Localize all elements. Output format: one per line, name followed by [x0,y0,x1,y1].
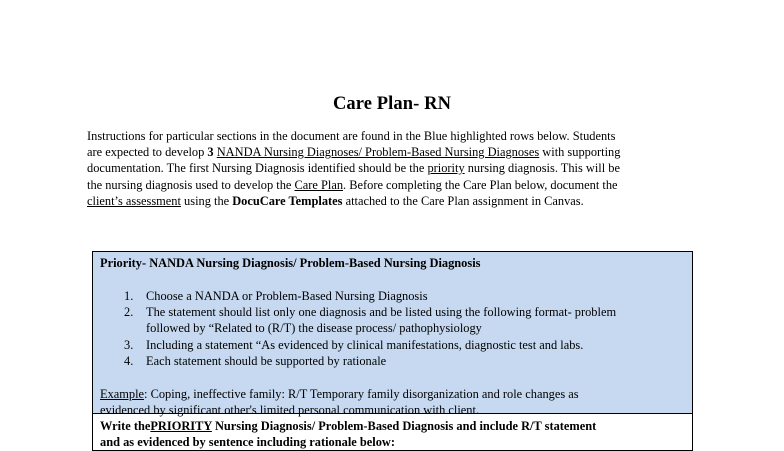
list-item-text: The statement should list only one diagnosis and be listed using the following format- problem [146,305,617,320]
instructions-line-2 [87,144,707,160]
instructions-line-3 [87,160,707,176]
list-item [93,353,692,369]
instructions-text: attached to the Care Plan assignment in Canvas. [342,193,584,208]
list-item-number: 1. [124,289,134,303]
nanda-diagnoses-term: NANDA Nursing Diagnoses/ Problem-Based Nursing Diagnoses [216,145,540,160]
list-item-text: Each statement should be supported by rationale [146,353,387,368]
list-item-number: 4. [124,353,134,368]
instructions-text: . Before completing the Care Plan below, document the [343,177,618,192]
priority-emphasis: PRIORITY [150,419,212,433]
list-item-text-continued: followed by “Related to (R/T) the disease process/ pathophysiology [146,321,482,336]
docucare-templates-term: DocuCare Templates [232,193,343,208]
priority-instructions-row [93,252,692,418]
instructions-text: documentation. The first Nursing Diagnosis identified should be the [87,161,428,176]
diagnosis-count: 3 [207,145,214,160]
list-item-text: Choose a NANDA or Problem-Based Nursing Diagnosis [146,289,428,303]
list-item-number: 3. [124,337,134,352]
list-item-text: Including a statement “As evidenced by clinical manifestations, diagnostic test and labs. [146,337,584,352]
example-line-2: evidenced by significant other's limited personal communication with client. [100,403,480,418]
example-text [100,386,690,418]
instructions-text: Instructions for particular sections in the document are found in the Blue highlighted rows below. Students [87,129,616,143]
instructions-line-5 [87,193,707,209]
instructions-text: nursing diagnosis. This will be [464,161,620,176]
list-item-number: 2. [124,305,134,320]
instructions-text: are expected to develop [87,145,208,160]
write-instruction-text: Nursing Diagnosis/ Problem-Based Diagnosis and include R/T statement [211,419,597,433]
write-instruction-line-2: and as evidenced by sentence including rationale below: [100,435,395,450]
write-instruction-line-1 [100,418,690,434]
write-priority-diagnosis-row [100,418,690,450]
instructions-text: using the [180,193,233,208]
example-content: : Coping, ineffective family: R/T Temporary family disorganization and role changes as [144,387,579,401]
instructions-text: with supporting [539,145,621,160]
instructions-text: the nursing diagnosis used to develop the [87,177,295,192]
example-label: Example [100,387,145,401]
example-line-1 [100,386,690,402]
priority-term: priority [427,161,465,176]
instructions-paragraph [87,128,707,209]
instructions-line-1 [87,128,707,144]
client-assessment-term: client’s assessment [87,193,181,208]
instructions-line-4 [87,177,707,193]
requirements-list [93,288,692,369]
list-item [93,304,692,336]
list-item [93,337,692,353]
page-title: Care Plan- RN [332,94,452,114]
priority-section-heading: Priority- NANDA Nursing Diagnosis/ Problem-Based Nursing Diagnosis [100,256,481,270]
care-plan-term: Care Plan [294,177,344,192]
priority-diagnosis-table [92,251,693,451]
list-item [93,288,692,304]
write-instruction-text: Write the [100,419,151,433]
